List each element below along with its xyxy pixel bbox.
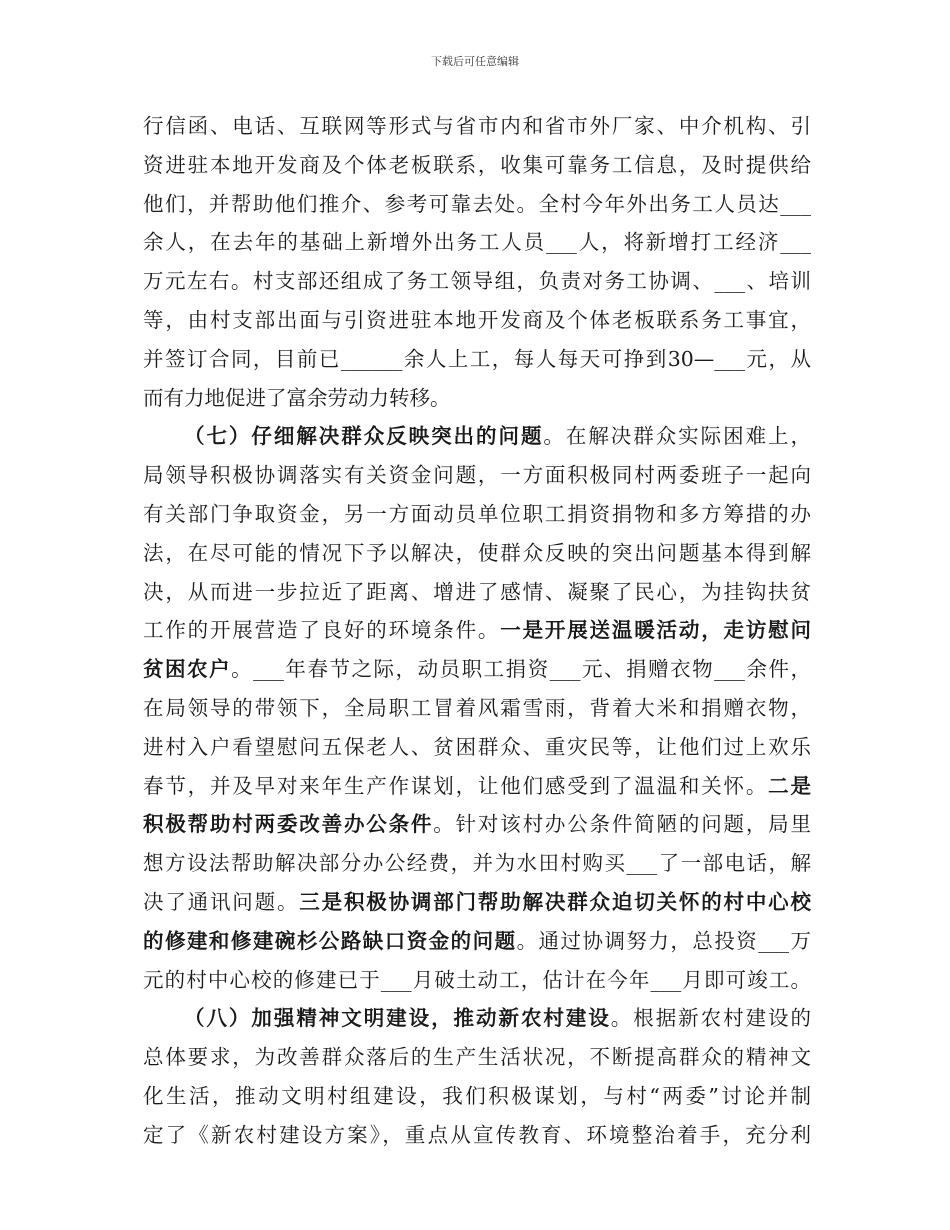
text-line — [143, 689, 811, 728]
text-segment: 而有力地促进了富余劳动力转移。 — [143, 385, 451, 410]
bold-text-segment: 积极帮助村两委改善办公条件 — [143, 812, 434, 837]
text-line — [143, 301, 811, 340]
text-line — [143, 107, 811, 146]
bold-text-segment: 一是开展送温暖活动，走访慰问 — [500, 618, 812, 643]
text-line — [143, 728, 811, 767]
text-segment: 工作的开展营造了良好的环境条件。 — [143, 618, 501, 643]
text-segment: 定了《新农村建设方案》，重点从宣传教育、环境整治着手，充分利 — [143, 1122, 811, 1147]
text-line — [143, 767, 811, 806]
text-segment: 总体要求，为改善群众落后的生产生活状况，不断提高群众的精神文 — [143, 1045, 811, 1070]
text-segment: 局领导积极协调落实有关资金问题，一方面积极同村两委班子一起向 — [143, 463, 811, 488]
text-line — [143, 650, 811, 689]
text-line — [143, 961, 811, 1000]
text-segment: 资进驻本地开发商及个体老板联系，收集可靠务工信息，及时提供给 — [143, 152, 811, 177]
text-line — [143, 1038, 811, 1077]
text-line — [143, 611, 811, 650]
text-line — [143, 1077, 811, 1116]
text-line — [143, 146, 811, 185]
text-line — [143, 340, 811, 379]
text-line — [143, 883, 811, 922]
text-segment: 决了通讯问题。 — [143, 889, 300, 914]
text-line — [143, 379, 811, 418]
text-segment: 行信函、电话、互联网等形式与省市内和省市外厂家、中介机构、引 — [143, 114, 811, 138]
text-line — [143, 456, 811, 495]
bold-text-segment: 的修建和修建碗杉公路缺口资金的问题 — [143, 928, 517, 953]
document-body — [143, 107, 811, 1155]
text-segment: 。针对该村办公条件简陋的问题，局里 — [433, 812, 812, 837]
text-line — [143, 805, 811, 844]
text-line — [143, 999, 811, 1038]
text-segment: 想方设法帮助解决部分办公经费，并为水田村购买___了一部电话，解 — [143, 851, 811, 876]
text-segment: 。在解决群众实际困难上， — [543, 424, 811, 449]
text-line — [143, 1116, 811, 1155]
text-segment: 在局领导的带领下，全局职工冒着风霜雪雨，背着大米和捐赠衣物， — [143, 695, 811, 720]
text-segment: 。根据新农村建设的 — [610, 1006, 812, 1031]
text-segment: 。___年春节之际，动员职工捐资___元、捐赠衣物___余件， — [231, 657, 812, 682]
text-segment: 等，由村支部出面与引资进驻本地开发商及个体老板联系务工事宜， — [143, 307, 811, 332]
bold-text-segment: 贫困农户 — [143, 657, 232, 682]
text-line — [143, 844, 811, 883]
text-segment: 法，在尽可能的情况下予以解决，使群众反映的突出问题基本得到解 — [143, 540, 811, 565]
text-line — [143, 534, 811, 573]
text-segment: 。通过协调努力，总投资___万 — [516, 928, 812, 953]
bold-text-segment: 三是积极协调部门帮助解决群众迫切关怀的村中心校 — [299, 889, 812, 914]
text-segment: 春节，并及早对来年生产作谋划，让他们感受到了温温和关怀。 — [143, 773, 769, 798]
bold-text-segment: （七）仔细解决群众反映突出的问题 — [184, 424, 544, 449]
text-segment: 余人，在去年的基础上新增外出务工人员___人，将新增打工经济___ — [143, 230, 811, 255]
text-segment: 化生活，推动文明村组建设，我们积极谋划，与村“两委”讨论并制 — [143, 1083, 811, 1108]
text-segment: 进村入户看望慰问五保老人、贫困群众、重灾民等，让他们过上欢乐 — [143, 734, 811, 759]
text-line — [143, 185, 811, 224]
text-line — [143, 262, 811, 301]
text-line — [143, 417, 811, 456]
text-segment: 万元左右。村支部还组成了务工领导组，负责对务工协调、___、培训 — [143, 269, 811, 294]
text-line — [143, 223, 811, 262]
page-header: 下载后可任意编辑 — [431, 55, 519, 68]
bold-text-segment: 二是 — [768, 773, 811, 798]
text-segment: 并签订合同，目前已______余人上工，每人每天可挣到30—___元，从 — [143, 346, 811, 371]
text-segment: 元的村中心校的修建已于___月破土动工，估计在今年___月即可竣工。 — [143, 967, 811, 992]
text-segment: 他们，并帮助他们推介、参考可靠去处。全村今年外出务工人员达___ — [143, 191, 811, 216]
text-segment: 决，从而进一步拉近了距离、增进了感情、凝聚了民心，为挂钩扶贫 — [143, 579, 811, 604]
text-segment: 有关部门争取资金，另一方面动员单位职工捐资捐物和多方筹措的办 — [143, 501, 811, 526]
text-line — [143, 922, 811, 961]
bold-text-segment: （八）加强精神文明建设，推动新农村建设 — [184, 1006, 611, 1031]
text-line — [143, 495, 811, 534]
text-line — [143, 573, 811, 612]
